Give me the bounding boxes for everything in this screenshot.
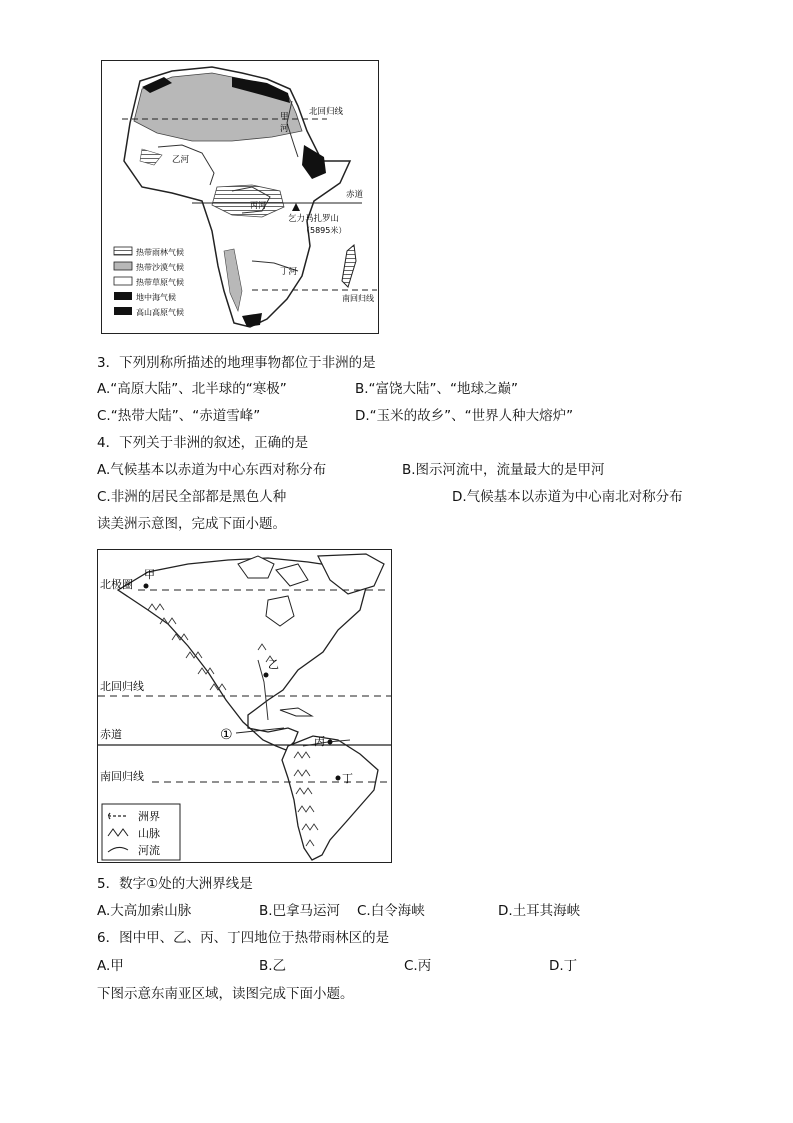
intro-america: 读美洲示意图，完成下面小题。: [97, 516, 286, 532]
bing-label: 丙: [314, 735, 325, 748]
tropic-south-label: 南回归线: [342, 294, 374, 303]
legend-swatch-savanna: [114, 277, 132, 285]
q6-option-d[interactable]: D.丁: [549, 958, 578, 974]
legend-swatch-desert: [114, 262, 132, 270]
americas-map: [97, 549, 392, 863]
tropic-south-label: 南回归线: [100, 770, 144, 783]
q6-option-a[interactable]: A.甲: [97, 958, 124, 974]
kilimanjaro-height-label: （5895米）: [302, 226, 347, 235]
africa-climate-map: [101, 60, 379, 334]
point-bing: [328, 740, 333, 745]
equator-label: 赤道: [100, 728, 122, 741]
legend-swatch-mediterranean: [114, 292, 132, 300]
legend-label-highland: 高山高原气候: [136, 308, 184, 317]
q5-stem: 5．数字①处的大洲界线是: [97, 876, 253, 892]
arctic-label: 北极圈: [100, 578, 133, 591]
caribbean-island-cuba: [280, 708, 312, 716]
q3-option-c[interactable]: C.“热带大陆”、“赤道雪峰”: [97, 408, 261, 424]
river-bing-label: 丙河: [250, 201, 266, 210]
q4-option-d[interactable]: D.气候基本以赤道为中心南北对称分布: [452, 489, 683, 505]
q6-option-b[interactable]: B.乙: [259, 958, 287, 974]
jia-label: 甲: [144, 568, 155, 581]
q4-option-a[interactable]: A.气候基本以赤道为中心东西对称分布: [97, 462, 327, 478]
legend-swatch-rainforest: [114, 247, 132, 255]
tropic-north-label: 北回归线: [100, 680, 144, 693]
q4-option-c[interactable]: C.非洲的居民全部都是黑色人种: [97, 489, 287, 505]
madagascar: [342, 245, 356, 287]
tropic-north-label: 北回归线: [309, 107, 344, 117]
intro-southeast-asia: 下图示意东南亚区域，读图完成下面小题。: [97, 986, 354, 1002]
q6-stem: 6．图中甲、乙、丙、丁四地位于热带雨林区的是: [97, 930, 390, 946]
equator-label: 赤道: [346, 190, 364, 200]
river-ding-label: 丁河: [280, 267, 298, 277]
q3-option-b[interactable]: B.“富饶大陆”、“地球之巅”: [355, 381, 519, 397]
marker1-label: ①: [220, 727, 233, 743]
q4-stem: 4．下列关于非洲的叙述，正确的是: [97, 435, 309, 451]
americas-legend: [102, 804, 180, 860]
americas-map-graphic: [98, 550, 391, 862]
q5-option-b[interactable]: B.巴拿马运河: [259, 903, 341, 919]
river-yi-label: 乙河: [172, 155, 190, 165]
legend-boundary-label: 洲界: [138, 810, 160, 823]
africa-legend: [114, 247, 184, 317]
kilimanjaro-label: 乞力马扎罗山: [288, 214, 340, 224]
q4-option-b[interactable]: B.图示河流中，流量最大的是甲河: [402, 462, 605, 478]
q5-option-d[interactable]: D.土耳其海峡: [498, 903, 581, 919]
q5-option-c[interactable]: C.白令海峡: [357, 903, 425, 919]
point-ding: [336, 776, 341, 781]
legend-label-rainforest: 热带雨林气候: [136, 248, 184, 257]
q3-option-d[interactable]: D.“玉米的故乡”、“世界人种大熔炉”: [355, 408, 574, 424]
legend-label-savanna: 热带草原气候: [136, 278, 184, 287]
point-jia: [144, 584, 149, 589]
q6-option-c[interactable]: C.丙: [404, 958, 432, 974]
river-jia-label: 甲: [280, 112, 289, 122]
north-america-outline: [118, 558, 368, 750]
legend-label-desert: 热带沙漠气候: [136, 263, 184, 272]
legend-river-label: 河流: [138, 844, 160, 857]
legend-swatch-highland: [114, 307, 132, 315]
ding-label: 丁: [342, 772, 353, 785]
africa-map-graphic: [102, 61, 378, 333]
q3-stem: 3．下列別称所描述的地理事物都位于非洲的是: [97, 355, 376, 371]
point-yi: [264, 673, 269, 678]
yi-label: 乙: [268, 658, 279, 671]
q5-option-a[interactable]: A.大高加索山脉: [97, 903, 192, 919]
legend-mountain-label: 山脉: [138, 827, 160, 840]
legend-label-mediterranean: 地中海气候: [136, 293, 176, 302]
q3-option-a[interactable]: A.“高原大陆”、北半球的“寒极”: [97, 381, 287, 397]
river-jia-label-2: 河: [280, 124, 289, 134]
